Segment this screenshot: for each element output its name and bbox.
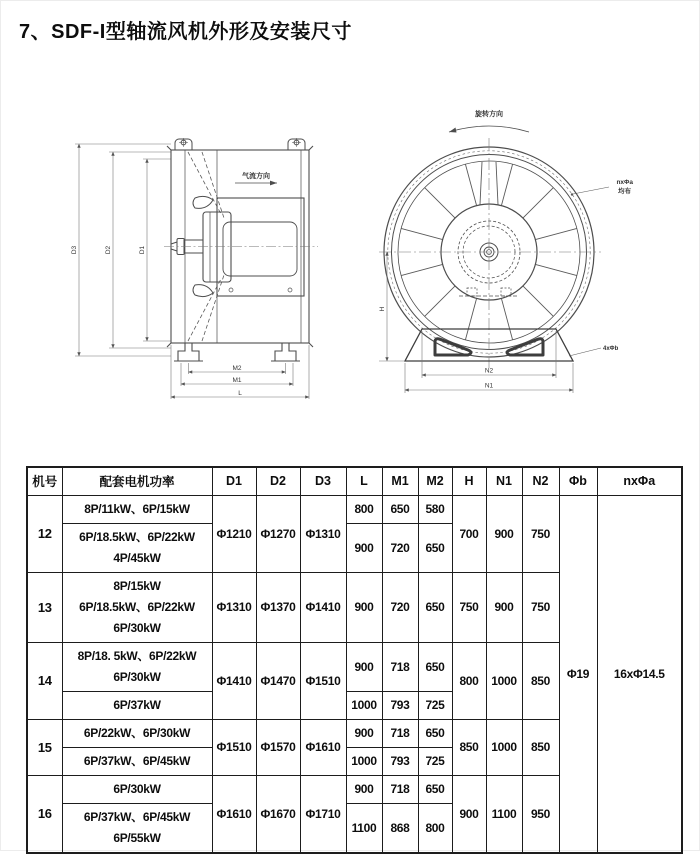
flange-callout-line1: nxΦa <box>616 179 633 186</box>
l-cell: 900 <box>346 642 382 691</box>
mounting-feet <box>174 343 300 361</box>
dim-label-m2: M2 <box>232 365 242 372</box>
d2-cell: Φ1370 <box>256 572 300 642</box>
n1-cell: 900 <box>486 572 522 642</box>
col-header: 机号 <box>27 467 62 495</box>
m1-cell: 793 <box>382 691 418 719</box>
l-cell: 1000 <box>346 747 382 775</box>
model-number-cell: 16 <box>27 775 62 853</box>
d3-cell: Φ1410 <box>300 572 346 642</box>
d1-cell: Φ1210 <box>212 495 256 572</box>
rotation-arrow <box>449 128 457 133</box>
m2-cell: 650 <box>418 642 452 691</box>
dim-label-h: H <box>379 306 386 312</box>
diameter-dimension-lines <box>75 144 171 356</box>
m1-cell: 868 <box>382 803 418 853</box>
base-callout-label: 4xΦb <box>603 346 619 352</box>
dim-label-d3: D3 <box>71 245 78 255</box>
d3-cell: Φ1510 <box>300 642 346 719</box>
d3-cell: Φ1310 <box>300 495 346 572</box>
motor-power-cell: 6P/22kW、6P/30kW <box>62 719 212 747</box>
m1-cell: 720 <box>382 572 418 642</box>
d2-cell: Φ1570 <box>256 719 300 775</box>
col-header: nxΦa <box>597 467 682 495</box>
airflow-arrow <box>270 181 277 186</box>
m1-cell: 650 <box>382 495 418 523</box>
m2-cell: 800 <box>418 803 452 853</box>
header-row <box>27 467 682 495</box>
n1-cell: 1000 <box>486 719 522 775</box>
l-cell: 900 <box>346 523 382 572</box>
dim-label-m1: M1 <box>232 377 242 384</box>
table-row <box>27 495 682 523</box>
n1-cell: 900 <box>486 495 522 572</box>
l-cell: 1000 <box>346 691 382 719</box>
motor-power-cell: 6P/37kW、6P/45kW 6P/55kW <box>62 803 212 853</box>
m2-cell: 650 <box>418 572 452 642</box>
d3-cell: Φ1610 <box>300 719 346 775</box>
n1-cell: 1100 <box>486 775 522 853</box>
h-cell: 700 <box>452 495 486 572</box>
m2-cell: 580 <box>418 495 452 523</box>
dim-label-l: L <box>238 390 242 397</box>
dim-label-d1: D1 <box>139 245 146 255</box>
n2-cell: 950 <box>522 775 559 853</box>
d1-cell: Φ1310 <box>212 572 256 642</box>
m1-cell: 718 <box>382 775 418 803</box>
motor-power-cell: 6P/30kW <box>62 775 212 803</box>
airflow-direction <box>235 171 277 185</box>
col-header: D1 <box>212 467 256 495</box>
height-dimension <box>379 252 405 361</box>
n-phi-a-cell: 16xΦ14.5 <box>597 495 682 853</box>
l-cell: 800 <box>346 495 382 523</box>
fan-front-view-drawing <box>375 104 639 406</box>
model-number-cell: 15 <box>27 719 62 775</box>
m2-cell: 725 <box>418 747 452 775</box>
rotation-direction-label: 旋转方向 <box>475 111 503 118</box>
motor-power-cell: 8P/15kW 6P/18.5kW、6P/22kW 6P/30kW <box>62 572 212 642</box>
d2-cell: Φ1470 <box>256 642 300 719</box>
airflow-direction-label: 气流方向 <box>242 173 270 180</box>
col-header: N1 <box>486 467 522 495</box>
col-header: 配套电机功率 <box>62 467 212 495</box>
m2-cell: 650 <box>418 775 452 803</box>
model-number-cell: 12 <box>27 495 62 572</box>
m1-cell: 720 <box>382 523 418 572</box>
n1-cell: 1000 <box>486 642 522 719</box>
dim-label-d2: D2 <box>105 245 112 255</box>
m1-cell: 718 <box>382 642 418 691</box>
l-cell: 900 <box>346 572 382 642</box>
motor-power-cell: 6P/18.5kW、6P/22kW 4P/45kW <box>62 523 212 572</box>
h-cell: 900 <box>452 775 486 853</box>
d2-cell: Φ1670 <box>256 775 300 853</box>
model-number-cell: 13 <box>27 572 62 642</box>
motor-power-cell: 8P/18. 5kW、6P/22kW 6P/30kW <box>62 642 212 691</box>
dim-label-n2: N2 <box>484 367 494 375</box>
page-title: 7、SDF-I型轴流风机外形及安装尺寸 <box>19 21 352 43</box>
dim-label-n1: N1 <box>484 382 494 390</box>
motor-power-cell: 8P/11kW、6P/15kW <box>62 495 212 523</box>
motor-power-cell: 6P/37kW、6P/45kW <box>62 747 212 775</box>
col-header: Φb <box>559 467 597 495</box>
l-cell: 1100 <box>346 803 382 853</box>
d1-cell: Φ1410 <box>212 642 256 719</box>
center-crosshairs <box>379 138 601 368</box>
col-header: M2 <box>418 467 452 495</box>
col-header: D3 <box>300 467 346 495</box>
phi-b-cell: Φ19 <box>559 495 597 853</box>
fan-side-view-drawing <box>71 106 371 406</box>
d3-cell: Φ1710 <box>300 775 346 853</box>
m2-cell: 725 <box>418 691 452 719</box>
flange-callout-line2: 均布 <box>618 188 631 195</box>
m2-cell: 650 <box>418 719 452 747</box>
h-cell: 800 <box>452 642 486 719</box>
dimension-spec-table <box>26 466 683 854</box>
col-header: L <box>346 467 382 495</box>
m1-cell: 718 <box>382 719 418 747</box>
h-cell: 750 <box>452 572 486 642</box>
flange-holes-callout <box>571 179 634 196</box>
d1-cell: Φ1610 <box>212 775 256 853</box>
col-header: N2 <box>522 467 559 495</box>
col-header: H <box>452 467 486 495</box>
n2-cell: 750 <box>522 495 559 572</box>
lifting-lugs <box>175 138 305 150</box>
m2-cell: 650 <box>418 523 452 572</box>
n2-cell: 850 <box>522 719 559 775</box>
motor-power-cell: 6P/37kW <box>62 691 212 719</box>
h-cell: 850 <box>452 719 486 775</box>
rotation-direction <box>449 109 529 133</box>
m1-cell: 793 <box>382 747 418 775</box>
n2-cell: 750 <box>522 572 559 642</box>
l-cell: 900 <box>346 719 382 747</box>
col-header: M1 <box>382 467 418 495</box>
base-holes-callout <box>569 346 619 356</box>
d1-cell: Φ1510 <box>212 719 256 775</box>
d2-cell: Φ1270 <box>256 495 300 572</box>
model-number-cell: 14 <box>27 642 62 719</box>
col-header: D2 <box>256 467 300 495</box>
l-cell: 900 <box>346 775 382 803</box>
n2-cell: 850 <box>522 642 559 719</box>
